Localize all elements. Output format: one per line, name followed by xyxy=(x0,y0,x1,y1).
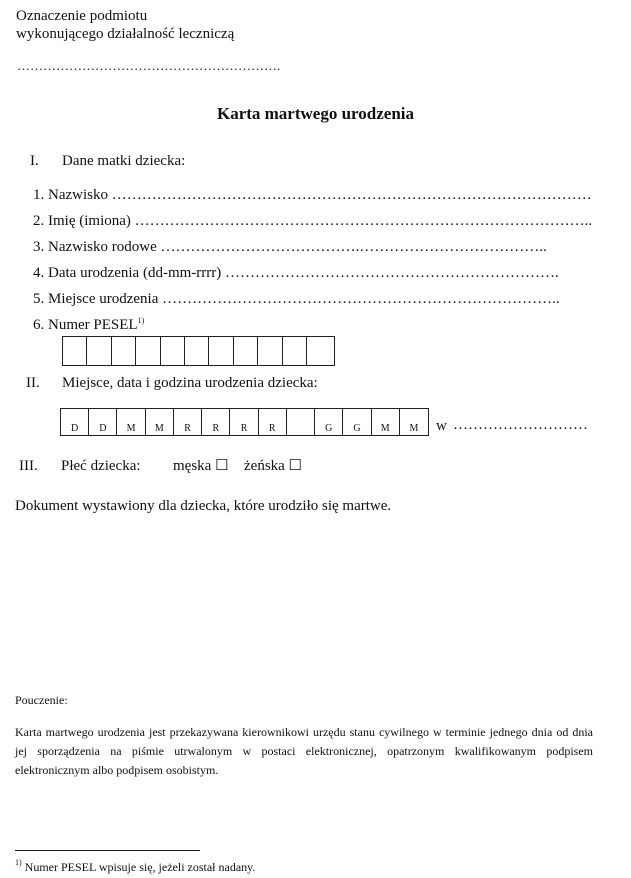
datetime-box[interactable] xyxy=(315,409,343,435)
datetime-box[interactable] xyxy=(400,409,428,435)
field-label: Miejsce urodzenia xyxy=(48,291,159,307)
pesel-digit-box[interactable] xyxy=(185,337,209,365)
field-dots: …………………………………………………………………….. xyxy=(162,291,560,307)
field-number: 5. xyxy=(33,291,45,307)
issuer-dots: ……………………………………………………. xyxy=(17,58,281,73)
datetime-box-hint: D xyxy=(71,423,79,434)
datetime-box-hint: M xyxy=(409,423,419,434)
field-number: 3. xyxy=(33,239,45,255)
field-dots: ………………………………….……………………………….. xyxy=(160,239,547,255)
field-birth-date[interactable] xyxy=(33,264,603,290)
section-3-heading: Płeć dziecka: xyxy=(61,458,141,474)
issuer-label-line2: wykonującego działalność leczniczą xyxy=(16,26,235,42)
pesel-digit-box[interactable] xyxy=(283,337,307,365)
datetime-box-hint: M xyxy=(126,423,136,434)
field-label: Nazwisko rodowe xyxy=(48,239,157,255)
section-2-number: II. xyxy=(26,375,40,391)
datetime-box[interactable] xyxy=(174,409,202,435)
datetime-box[interactable] xyxy=(259,409,287,435)
pesel-input-grid[interactable] xyxy=(62,336,335,366)
datetime-box[interactable] xyxy=(230,409,258,435)
pesel-digit-box[interactable] xyxy=(161,337,185,365)
field-number: 6. xyxy=(33,317,45,333)
footnote-divider xyxy=(15,850,200,851)
datetime-box-hint: R xyxy=(184,423,191,434)
field-dots: …………………………………………………………………………………… xyxy=(111,187,592,203)
field-number: 4. xyxy=(33,265,45,281)
field-number: 2. xyxy=(33,213,45,229)
datetime-box[interactable] xyxy=(117,409,145,435)
footnote-ref: 1) xyxy=(137,316,145,325)
mother-data-list xyxy=(33,186,603,342)
pesel-digit-box[interactable] xyxy=(87,337,111,365)
datetime-box[interactable] xyxy=(146,409,174,435)
field-label: Imię (imiona) xyxy=(48,213,131,229)
issuer-label-line1: Oznaczenie podmiotu xyxy=(16,8,148,24)
field-birth-place[interactable] xyxy=(33,290,603,316)
issuer-label xyxy=(16,7,234,43)
datetime-box-hint: R xyxy=(240,423,248,434)
datetime-box[interactable] xyxy=(89,409,117,435)
section-1-heading: Dane matki dziecka: xyxy=(62,153,186,169)
field-dots: …………………………………………………………. xyxy=(225,265,559,281)
pesel-digit-box[interactable] xyxy=(209,337,233,365)
field-label: Data urodzenia (dd-mm-rrrr) xyxy=(48,265,222,281)
pesel-digit-box[interactable] xyxy=(112,337,136,365)
datetime-box[interactable] xyxy=(343,409,371,435)
datetime-box-hint: G xyxy=(353,423,361,434)
datetime-box[interactable] xyxy=(372,409,400,435)
field-surname[interactable] xyxy=(33,186,603,212)
document-title: Karta martwego urodzenia xyxy=(216,104,415,123)
notice-text: Karta martwego urodzenia jest przekazywana kierownikowi urzędu stanu cywilnego w terminie jednego dnia od dnia jej sporządzenia na piśmie utrwalonym w postaci elektronicznej, opatrzonym kwalifikowanym podpisem elektronicznym albo podpisem osobistym. xyxy=(15,725,593,777)
datetime-box-hint: M xyxy=(154,423,164,434)
field-maiden-name[interactable] xyxy=(33,238,603,264)
datetime-box-hint: G xyxy=(325,423,333,434)
sex-female-checkbox[interactable]: żeńska ☐ xyxy=(244,458,303,474)
footnote-mark: 1) xyxy=(15,858,22,867)
section-1-number: I. xyxy=(30,153,39,169)
pesel-digit-box[interactable] xyxy=(234,337,258,365)
field-label: Nazwisko xyxy=(48,187,108,203)
sex-male-checkbox[interactable]: męska ☐ xyxy=(173,458,229,474)
datetime-box[interactable] xyxy=(202,409,230,435)
field-label: Numer PESEL xyxy=(48,317,138,333)
datetime-box-hint: R xyxy=(212,423,220,434)
pesel-digit-box[interactable] xyxy=(307,337,331,365)
field-dots: ……………………………………………………………………………….. xyxy=(134,213,593,229)
field-first-names[interactable] xyxy=(33,212,603,238)
pesel-digit-box[interactable] xyxy=(63,337,87,365)
place-dots[interactable]: ……………………… xyxy=(453,417,588,433)
datetime-box-hint: R xyxy=(268,423,276,434)
pesel-digit-box[interactable] xyxy=(136,337,160,365)
section-2-heading: Miejsce, data i godzina urodzenia dziecka: xyxy=(62,375,318,391)
footnote xyxy=(15,860,255,875)
field-number: 1. xyxy=(33,187,45,203)
datetime-box[interactable] xyxy=(287,409,315,435)
datetime-box-hint: M xyxy=(380,423,390,434)
section-3-number: III. xyxy=(19,458,38,474)
stillbirth-statement: Dokument wystawiony dla dziecka, które urodziło się martwe. xyxy=(15,498,392,514)
place-w-label: w xyxy=(436,418,447,434)
datetime-box-hint: D xyxy=(99,423,107,434)
birth-datetime-grid[interactable] xyxy=(60,408,429,436)
footnote-text: Numer PESEL wpisuje się, jeżeli został nadany. xyxy=(24,860,256,874)
pesel-digit-box[interactable] xyxy=(258,337,282,365)
notice-heading: Pouczenie: xyxy=(15,693,68,707)
datetime-box[interactable] xyxy=(61,409,89,435)
